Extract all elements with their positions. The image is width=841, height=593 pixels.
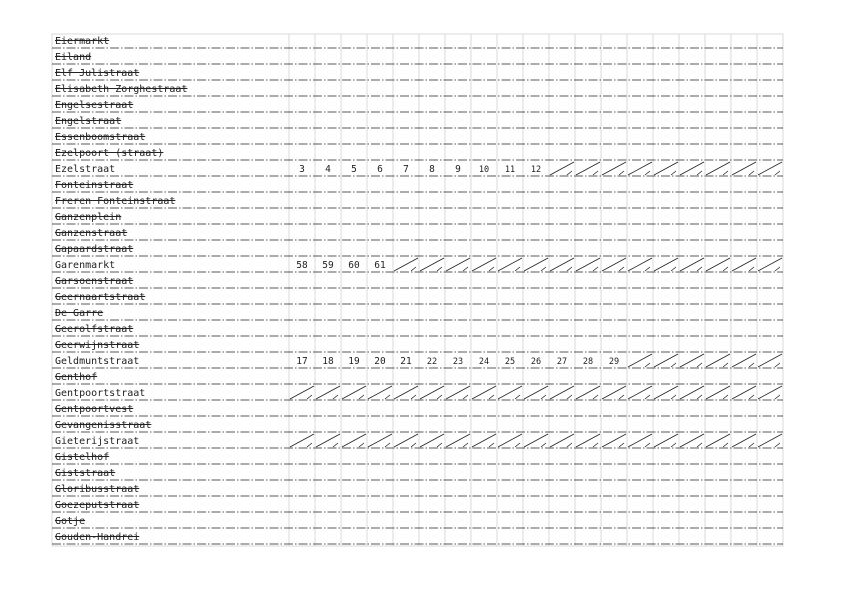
street-name: Ezelstraat <box>55 164 116 175</box>
hatch-mark <box>706 162 730 175</box>
house-number: 22 <box>426 357 438 367</box>
hatch-tick <box>749 171 754 175</box>
house-number: 20 <box>374 356 386 367</box>
hatch-mark <box>420 434 444 447</box>
hatch-mark <box>758 354 782 367</box>
hatch-mark <box>420 386 444 399</box>
hatch-mark <box>628 386 652 399</box>
hatch-mark <box>576 258 600 271</box>
register-row <box>52 354 783 368</box>
street-name: Ezelpoort (straat) <box>55 148 164 159</box>
hatch-mark <box>524 434 548 447</box>
house-number: 26 <box>530 357 542 367</box>
hatch-tick <box>645 443 650 447</box>
hatch-tick <box>463 267 468 271</box>
street-name: Gieterijstraat <box>55 436 140 447</box>
register-row <box>52 228 783 240</box>
hatch-mark <box>290 434 314 447</box>
hatch-tick <box>697 363 702 367</box>
hatch-tick <box>593 395 598 399</box>
hatch-mark <box>680 258 704 271</box>
hatch-tick <box>307 395 312 399</box>
hatch-tick <box>775 363 780 367</box>
street-name: Geerolfstraat <box>55 324 134 335</box>
hatch-mark <box>732 258 756 271</box>
street-name: Ganzenplein <box>55 212 122 223</box>
hatch-mark <box>680 354 704 367</box>
hatch-mark <box>524 386 548 399</box>
hatch-tick <box>697 395 702 399</box>
hatch-mark <box>498 386 522 399</box>
street-name: Gouden-Handrei <box>55 532 140 543</box>
register-row <box>52 372 783 384</box>
hatch-mark <box>550 386 574 399</box>
hatch-mark <box>524 258 548 271</box>
hatch-tick <box>671 363 676 367</box>
hatch-tick <box>411 443 416 447</box>
hatch-tick <box>723 443 728 447</box>
hatch-mark <box>758 258 782 271</box>
hatch-mark <box>732 434 756 447</box>
hatch-tick <box>489 267 494 271</box>
register-row <box>52 292 783 304</box>
hatch-tick <box>567 171 572 175</box>
hatch-mark <box>706 258 730 271</box>
street-name: Gistelhof <box>55 452 110 463</box>
hatch-tick <box>775 267 780 271</box>
hatch-mark <box>368 434 392 447</box>
street-name: Gloribusstraat <box>55 484 140 495</box>
street-name: De Garre <box>55 308 104 319</box>
hatch-mark <box>498 434 522 447</box>
hatch-tick <box>567 443 572 447</box>
register-row <box>52 532 783 544</box>
register-rows <box>52 36 783 544</box>
hatch-tick <box>359 395 364 399</box>
hatch-tick <box>671 171 676 175</box>
hatch-tick <box>749 363 754 367</box>
hatch-mark <box>420 258 444 271</box>
hatch-mark <box>758 386 782 399</box>
hatch-mark <box>394 386 418 399</box>
hatch-tick <box>411 395 416 399</box>
register-row <box>52 84 783 96</box>
hatch-tick <box>541 267 546 271</box>
hatch-mark <box>654 258 678 271</box>
register-row <box>52 180 783 192</box>
hatch-mark <box>576 434 600 447</box>
street-name: Engelsestraat <box>55 100 134 111</box>
hatch-tick <box>567 267 572 271</box>
hatch-tick <box>645 267 650 271</box>
house-number: 24 <box>478 357 490 367</box>
hatch-mark <box>446 386 470 399</box>
hatch-tick <box>723 267 728 271</box>
register-row <box>52 244 783 256</box>
hatch-mark <box>550 258 574 271</box>
hatch-tick <box>697 267 702 271</box>
hatch-mark <box>602 162 626 175</box>
hatch-mark <box>290 386 314 399</box>
register-row <box>52 162 783 176</box>
house-number: 8 <box>429 164 435 175</box>
register-row <box>52 148 783 160</box>
register-row <box>52 100 783 112</box>
register-row <box>52 196 783 208</box>
hatch-tick <box>775 171 780 175</box>
hatch-mark <box>394 258 418 271</box>
register-row <box>52 420 783 432</box>
house-number: 58 <box>296 260 308 271</box>
hatch-tick <box>645 395 650 399</box>
register-row <box>52 500 783 512</box>
hatch-mark <box>680 386 704 399</box>
register-row <box>52 484 783 496</box>
street-name: Fonteinstraat <box>55 180 134 191</box>
register-row <box>52 468 783 480</box>
house-number: 28 <box>582 357 594 367</box>
register-row <box>52 434 783 448</box>
hatch-tick <box>489 395 494 399</box>
hatch-mark <box>732 162 756 175</box>
hatch-mark <box>576 386 600 399</box>
hatch-tick <box>749 267 754 271</box>
hatch-tick <box>619 267 624 271</box>
sheet-frame <box>52 34 783 546</box>
hatch-mark <box>472 434 496 447</box>
street-name: Geldmuntstraat <box>55 356 140 367</box>
hatch-mark <box>628 258 652 271</box>
hatch-tick <box>645 363 650 367</box>
street-name: Eiermarkt <box>55 36 110 47</box>
street-name: Elf Julistraat <box>55 68 140 79</box>
hatch-tick <box>723 363 728 367</box>
hatch-tick <box>697 171 702 175</box>
hatch-tick <box>333 395 338 399</box>
hatch-tick <box>385 395 390 399</box>
street-name: Gotje <box>55 516 86 527</box>
hatch-tick <box>567 395 572 399</box>
hatch-mark <box>628 354 652 367</box>
register-grid <box>52 34 783 546</box>
hatch-mark <box>316 434 340 447</box>
house-number: 61 <box>374 260 386 271</box>
street-name: Ganzenstraat <box>55 228 128 239</box>
hatch-mark <box>602 434 626 447</box>
house-number: 5 <box>351 164 357 175</box>
street-name: Essenboomstraat <box>55 132 146 143</box>
register-row <box>52 68 783 80</box>
hatch-tick <box>749 395 754 399</box>
hatch-mark <box>628 162 652 175</box>
street-name: Engelstraat <box>55 116 122 127</box>
street-name: Geerwijnstraat <box>55 340 140 351</box>
hatch-mark <box>732 386 756 399</box>
hatch-tick <box>593 171 598 175</box>
street-name: Freren Fonteinstraat <box>55 196 176 207</box>
hatch-mark <box>316 386 340 399</box>
hatch-mark <box>732 354 756 367</box>
house-number: 7 <box>403 164 409 175</box>
hatch-tick <box>593 267 598 271</box>
house-number: 27 <box>556 357 568 367</box>
register-row <box>52 116 783 128</box>
hatch-mark <box>446 258 470 271</box>
hatch-mark <box>394 434 418 447</box>
hatch-tick <box>463 443 468 447</box>
hatch-mark <box>472 386 496 399</box>
hatch-mark <box>576 162 600 175</box>
hatch-tick <box>307 443 312 447</box>
hatch-tick <box>775 443 780 447</box>
register-row <box>52 132 783 144</box>
house-number: 25 <box>504 357 516 367</box>
hatch-mark <box>680 162 704 175</box>
house-number: 19 <box>348 356 360 367</box>
hatch-mark <box>706 386 730 399</box>
hatch-mark <box>758 434 782 447</box>
hatch-tick <box>671 443 676 447</box>
hatch-tick <box>593 443 598 447</box>
hatch-tick <box>775 395 780 399</box>
register-row <box>52 324 783 336</box>
hatch-mark <box>342 434 366 447</box>
hatch-tick <box>749 443 754 447</box>
hatch-mark <box>680 434 704 447</box>
hatch-mark <box>446 434 470 447</box>
register-row <box>52 212 783 224</box>
hatch-tick <box>723 395 728 399</box>
hatch-mark <box>654 354 678 367</box>
register-row <box>52 404 783 416</box>
street-name: Gapaardstraat <box>55 244 134 255</box>
hatch-mark <box>654 162 678 175</box>
house-number: 10 <box>478 165 490 175</box>
hatch-tick <box>385 443 390 447</box>
house-number: 29 <box>608 357 620 367</box>
hatch-tick <box>619 443 624 447</box>
hatch-tick <box>723 171 728 175</box>
house-number: 23 <box>452 357 464 367</box>
hatch-mark <box>550 162 574 175</box>
hatch-mark <box>368 386 392 399</box>
hatch-mark <box>342 386 366 399</box>
hatch-tick <box>437 395 442 399</box>
register-row <box>52 36 783 48</box>
street-name: Goezeputstraat <box>55 500 140 511</box>
house-number: 11 <box>504 165 516 175</box>
street-name: Garsoenstraat <box>55 276 134 287</box>
street-name: Gentpoortstraat <box>55 388 146 399</box>
hatch-tick <box>515 443 520 447</box>
hatch-tick <box>463 395 468 399</box>
hatch-mark <box>706 354 730 367</box>
house-number: 6 <box>377 164 383 175</box>
house-number: 60 <box>348 260 360 271</box>
hatch-tick <box>541 443 546 447</box>
house-number: 4 <box>325 164 331 175</box>
hatch-mark <box>654 434 678 447</box>
hatch-tick <box>437 443 442 447</box>
hatch-tick <box>515 395 520 399</box>
hatch-tick <box>489 443 494 447</box>
hatch-tick <box>359 443 364 447</box>
hatch-tick <box>515 267 520 271</box>
register-row <box>52 276 783 288</box>
hatch-mark <box>498 258 522 271</box>
register-row <box>52 258 783 272</box>
street-name: Gentpoortvest <box>55 404 134 415</box>
hatch-mark <box>758 162 782 175</box>
hatch-mark <box>654 386 678 399</box>
hatch-mark <box>550 434 574 447</box>
hatch-mark <box>472 258 496 271</box>
register-row <box>52 516 783 528</box>
street-name: Giststraat <box>55 468 116 479</box>
register-row <box>52 386 783 400</box>
house-number: 18 <box>322 356 334 367</box>
house-number: 9 <box>455 164 461 175</box>
street-name: Elisabeth Zorghestraat <box>55 84 188 95</box>
register-row <box>52 52 783 64</box>
hatch-mark <box>628 434 652 447</box>
hatch-tick <box>619 395 624 399</box>
hatch-tick <box>619 171 624 175</box>
register-row <box>52 308 783 320</box>
street-name: Garenmarkt <box>55 260 116 271</box>
register-row <box>52 452 783 464</box>
hatch-tick <box>411 267 416 271</box>
hatch-tick <box>671 395 676 399</box>
house-number: 59 <box>322 260 334 271</box>
street-name: Eiland <box>55 52 92 63</box>
street-name: Geernaartstraat <box>55 292 146 303</box>
street-name: Genthof <box>55 372 98 383</box>
house-number: 17 <box>296 356 308 367</box>
hatch-mark <box>602 258 626 271</box>
register-row <box>52 340 783 352</box>
hatch-mark <box>706 434 730 447</box>
hatch-tick <box>645 171 650 175</box>
house-number: 21 <box>400 356 412 367</box>
hatch-tick <box>541 395 546 399</box>
house-number: 3 <box>299 164 305 175</box>
street-name: Gevangenisstraat <box>55 420 152 431</box>
hatch-tick <box>333 443 338 447</box>
hatch-tick <box>437 267 442 271</box>
hatch-mark <box>602 386 626 399</box>
house-number: 12 <box>530 165 542 175</box>
hatch-tick <box>697 443 702 447</box>
hatch-tick <box>671 267 676 271</box>
